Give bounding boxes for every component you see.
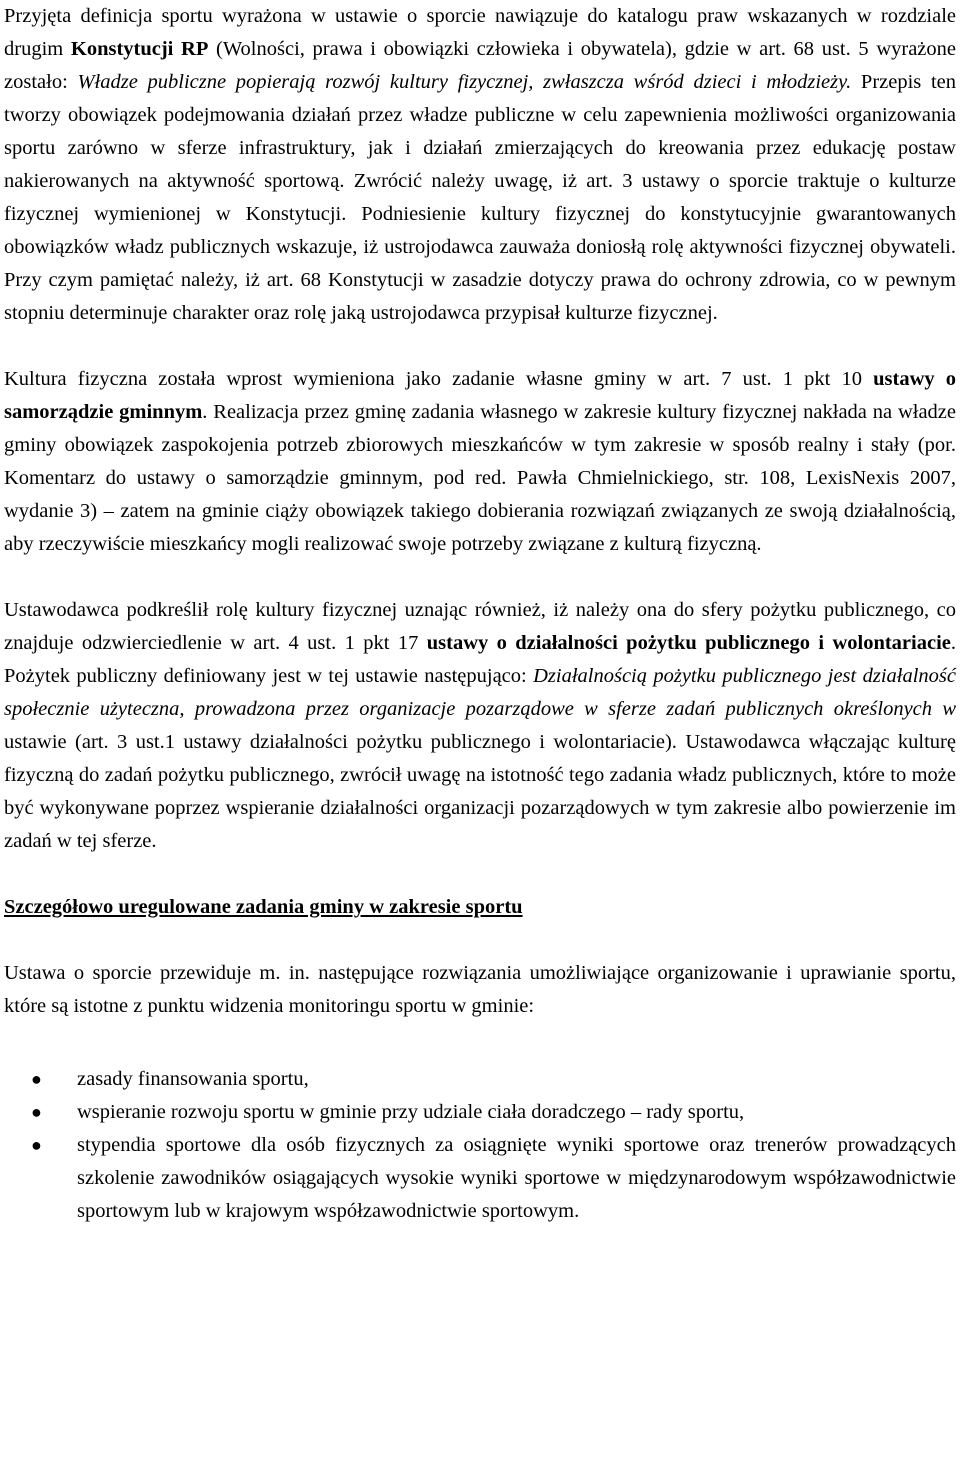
- italic-run: Władze publiczne popierają rozwój kultury fizycznej, zwłaszcza wśród dzieci i młodzieży.: [77, 71, 852, 93]
- section-heading: Szczegółowo uregulowane zadania gminy w zakresie sportu: [4, 896, 523, 918]
- bold-run: ustawy o działalności pożytku publicznego i wolontariacie: [426, 632, 951, 654]
- paragraph-1: [4, 0, 956, 330]
- bold-run: Konstytucji RP: [70, 38, 209, 60]
- text-run: Przyjęta definicja sportu wyrażona w ustawie o sporcie nawiązuje do katalogu praw wskazanych w rozdziale drugim: [4, 5, 956, 60]
- list-item: [31, 1063, 956, 1096]
- bullet-icon: ●: [31, 1069, 42, 1089]
- text-run: Kultura fizyczna została wprost wymieniona jako zadanie własne gminy w art. 7 ust. 1 pkt 10: [4, 368, 874, 390]
- list-item: [31, 1096, 956, 1129]
- text-run: . Pożytek publiczny definiowany jest w tej ustawie następująco:: [4, 632, 956, 687]
- italic-run: Działalnością pożytku publicznego jest działalność społecznie użyteczna, prowadzona przez organizacje pozarządowe w sferze zadań publicznych określonych w: [4, 665, 956, 720]
- paragraph-2: [4, 363, 956, 561]
- bullet-list: [4, 1063, 956, 1228]
- paragraph-4: Ustawa o sporcie przewiduje m. in. następujące rozwiązania umożliwiające organizowanie i uprawianie sportu, które są istotne z punktu widzenia monitoringu sportu w gminie:: [4, 962, 956, 1017]
- bullet-icon: ●: [31, 1135, 42, 1155]
- paragraph-3: [4, 594, 956, 858]
- text-run: Ustawodawca podkreślił rolę kultury fizycznej uznając również, iż należy ona do sfery pożytku publicznego, co znajduje odzwierciedlenie w art. 4 ust. 1 pkt 17: [4, 599, 956, 654]
- bold-run: ustawy o samorządzie gminnym: [4, 368, 956, 423]
- text-run: (Wolności, prawa i obowiązki człowieka i obywatela), gdzie w art. 68 ust. 5 wyrażone zostało:: [4, 38, 956, 93]
- text-run: Przepis ten tworzy obowiązek podejmowania działań przez władze publiczne w celu zapewnienia możliwości organizowania sportu zarówno w sferze infrastruktury, jak i działań zmierzających do kreowania przez edukację postaw nakierowanych na aktywność sportową. Zwrócić należy uwagę, iż art. 3 ustawy o sporcie traktuje o kulturze fizycznej wymienionej w Konstytucji. Podniesienie kultury fizycznej do konstytucyjnie gwarantowanych obowiązków władz publicznych wskazuje, iż ustrojodawca zauważa doniosłą rolę aktywności fizycznej obywateli. Przy czym pamiętać należy, iż art. 68 Konstytucji w zasadzie dotyczy prawa do ochrony zdrowia, co w pewnym stopniu determinuje charakter oraz rolę jaką ustrojodawca przypisał kulturze fizycznej.: [4, 71, 957, 324]
- list-item: [31, 1129, 956, 1228]
- list-item-text: zasady finansowania sportu,: [77, 1068, 309, 1090]
- list-item-text: stypendia sportowe dla osób fizycznych za osiągnięte wyniki sportowe oraz trenerów prowadzących szkolenie zawodników osiągających wysokie wyniki sportowe w międzynarodowym współzawodnictwie sportowym lub w krajowym współzawodnictwie sportowym.: [77, 1134, 956, 1222]
- list-item-text: wspieranie rozwoju sportu w gminie przy udziale ciała doradczego – rady sportu,: [77, 1101, 745, 1123]
- bullet-icon: ●: [31, 1102, 42, 1122]
- text-run: . Realizacja przez gminę zadania własnego w zakresie kultury fizycznej nakłada na władze gminy obowiązek zaspokojenia potrzeb zbiorowych mieszkańców w tym zakresie w sposób realny i stały (por. Komentarz do ustawy o samorządzie gminnym, pod red. Pawła Chmielnickiego, str. 108, LexisNexis 2007, wydanie 3) – zatem na gminie ciąży obowiązek takiego dobierania rozwiązań związanych ze swoją działalnością, aby rzeczywiście mieszkańcy mogli realizować swoje potrzeby związane z kulturą fizyczną.: [4, 401, 956, 555]
- text-run: ustawie (art. 3 ust.1 ustawy działalności pożytku publicznego i wolontariacie). Ustawodawca włączając kulturę fizyczną do zadań pożytku publicznego, zwrócił uwagę na istotność tego zadania władz publicznych, które to może być wykonywane poprzez wspieranie działalności organizacji pozarządowych w tym zakresie albo powierzenie im zadań w tej sferze.: [4, 731, 956, 852]
